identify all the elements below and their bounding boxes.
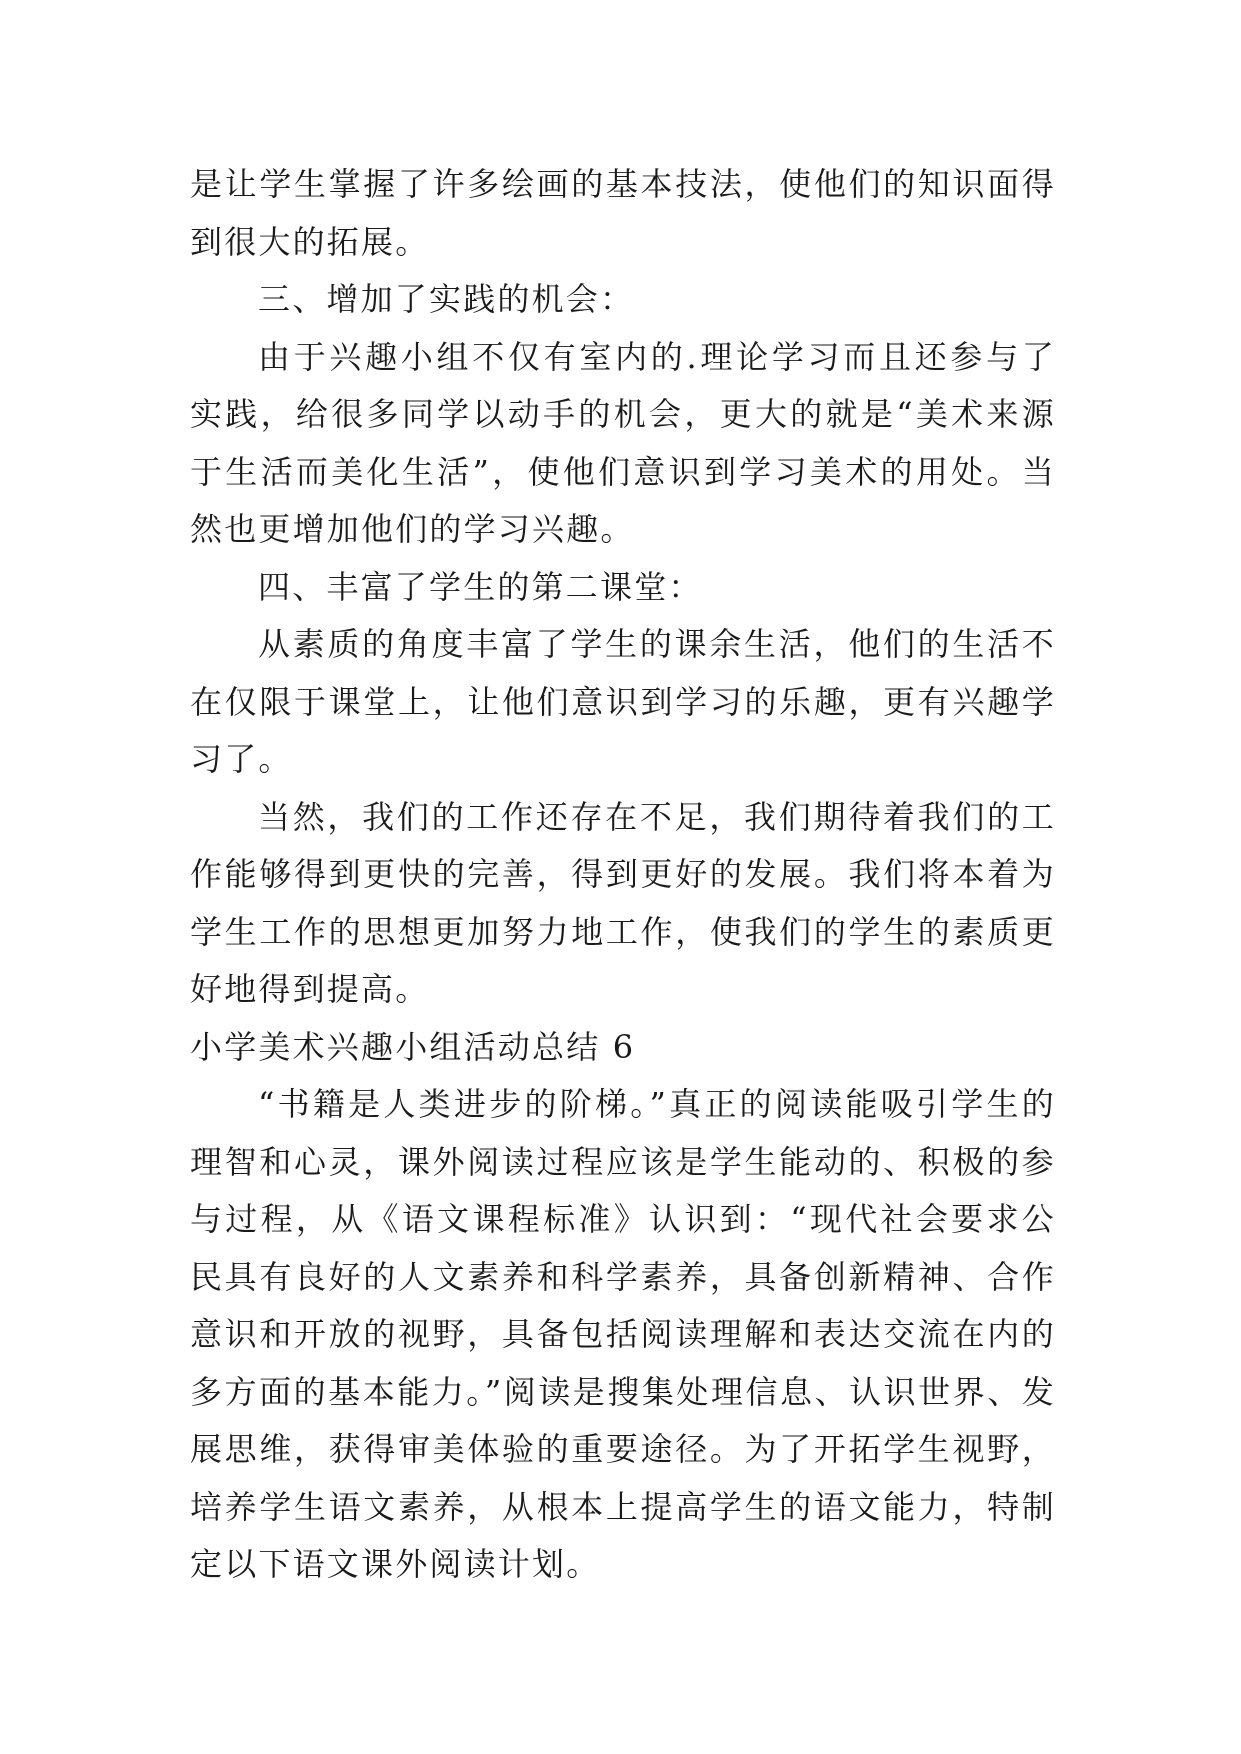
article-title-6: 小学美术兴趣小组活动总结 6 (190, 1027, 636, 1066)
document-body (190, 156, 1056, 1594)
paragraph-second-classroom: 从素质的角度丰富了学生的课余生活，他们的生活不在仅限于课堂上，让他们意识到学习的乐趣，更有兴趣学习了。 (190, 625, 1056, 778)
paragraph-continuation: 是让学生掌握了许多绘画的基本技法，使他们的知识面得到很大的拓展。 (190, 165, 1056, 261)
section-heading-practice: 三、增加了实践的机会： (258, 280, 635, 318)
section-heading-second-classroom: 四、丰富了学生的第二课堂： (258, 567, 703, 606)
paragraph-conclusion: 当然，我们的工作还存在不足，我们期待着我们的工作能够得到更快的完善，得到更好的发展。我们将本着为学生工作的思想更加努力地工作，使我们的学生的素质更好地得到提高。 (190, 797, 1056, 1008)
paragraph-practice: 由于兴趣小组不仅有室内的.理论学习而且还参与了实践，给很多同学以动手的机会，更大的就是“美术来源于生活而美化生活”，使他们意识到学习美术的用处。当然也更增加他们的学习兴趣。 (190, 337, 1056, 548)
paragraph-reading-plan: “书籍是人类进步的阶梯。”真正的阅读能吸引学生的理智和心灵，课外阅读过程应该是学生能动的、积极的参与过程，从《语文课程标准》认识到：“现代社会要求公民具有良好的人文素养和科学素养，具备创新精神、合作意识和开放的视野，具备包括阅读理解和表达交流在内的多方面的基本能力。”阅读是搜集处理信息、认识世界、发展思维，获得审美体验的重要途径。为了开拓学生视野，培养学生语文素养，从根本上提高学生的语文能力，特制定以下语文课外阅读计划。 (190, 1085, 1056, 1583)
